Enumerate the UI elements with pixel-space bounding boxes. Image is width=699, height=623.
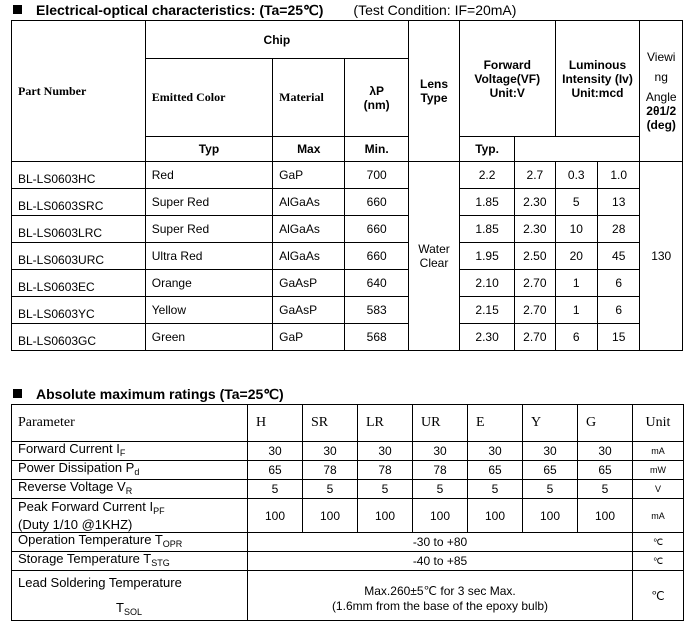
lead-symbol [18,600,247,617]
header-g: G [578,405,633,442]
cell-material: AlGaAs [273,189,345,216]
header-forward-voltage: Forward Voltage(VF) Unit:V [459,21,555,137]
wavelength-unit: (nm) [363,97,390,112]
cell-wavelength: 640 [345,270,409,297]
cell-color: Yellow [145,297,272,324]
header-wavelength [345,59,409,137]
table-row [12,243,683,270]
row-label [12,552,248,571]
cell-wavelength: 700 [345,162,409,189]
cell-iv-typ: 28 [597,216,639,243]
header-part-number: Part Number [12,21,146,162]
cell-value: 100 [358,499,413,533]
cell-value: 100 [468,499,523,533]
cell-value: 100 [248,499,303,533]
cell-color: Red [145,162,272,189]
label-sub: OPR [162,539,183,549]
cell-value: 78 [413,461,468,480]
cell-part: BL-LS0603SRC [12,189,146,216]
cell-vf-typ: 2.2 [459,162,514,189]
header-parameter: Parameter [12,405,248,442]
cell-wavelength: 660 [345,189,409,216]
cell-iv-typ: 6 [597,297,639,324]
cell-value: 30 [358,442,413,461]
cell-iv-typ: 6 [597,270,639,297]
bullet-icon [13,5,22,14]
table-row [12,499,684,533]
cell-value: 5 [468,480,523,499]
cell-iv-min: 1 [555,270,597,297]
table-row [12,571,684,621]
label-sub: R [125,486,133,496]
row-label [12,499,248,533]
cell-vf-typ: 2.15 [459,297,514,324]
cell-vf-typ: 1.95 [459,243,514,270]
cell-unit: V [633,480,684,499]
label-text: Operation Temperature T [18,532,163,547]
cell-iv-min: 5 [555,189,597,216]
header-e: E [468,405,523,442]
cell-unit: mW [633,461,684,480]
cell-color: Green [145,324,272,351]
table-row [12,480,684,499]
table-row [12,216,683,243]
cell-color: Orange [145,270,272,297]
header-luminous-intensity: Luminous Intensity (Iv) Unit:mcd [555,21,640,137]
header-iv-typ: Typ. [459,137,514,162]
cell-value [248,571,633,621]
label-sub: d [134,467,140,477]
section1-heading [13,2,516,19]
cell-value: -40 to +85 [248,552,633,571]
cell-value: 5 [303,480,358,499]
header-emitted-color: Emitted Color [145,59,272,137]
peak-label-line1 [18,500,247,518]
section1-title: Electrical-optical characteristics: (Ta=25℃) [36,2,324,18]
header-unit: Unit [633,405,684,442]
bullet-icon [13,389,22,398]
table-row [12,324,683,351]
cell-value: 65 [248,461,303,480]
cell-vf-max: 2.30 [515,189,555,216]
cell-part: BL-LS0603HC [12,162,146,189]
cell-vf-typ: 1.85 [459,216,514,243]
peak-label-line2: (Duty 1/10 @1KHZ) [18,516,133,532]
cell-value: 30 [248,442,303,461]
cell-color: Super Red [145,216,272,243]
cell-vf-max: 2.70 [515,297,555,324]
header-row [12,405,684,442]
cell-iv-typ: 13 [597,189,639,216]
viewing-label-4: 2θ1/2 [646,104,677,118]
label-sub: SOL [123,607,142,617]
cell-material: GaP [273,324,345,351]
label-text: Reverse Voltage V [18,479,126,494]
cell-part: BL-LS0603GC [12,324,146,351]
label-text: Forward Current I [18,441,120,456]
table-row [12,533,684,552]
cell-value: 30 [578,442,633,461]
absolute-max-ratings-table [11,404,684,621]
table-row [12,297,683,324]
cell-value: 100 [413,499,468,533]
cell-value: 65 [578,461,633,480]
table-row [12,552,684,571]
cell-iv-min: 1 [555,297,597,324]
cell-iv-typ: 15 [597,324,639,351]
cell-iv-min: 0.3 [555,162,597,189]
cell-value: -30 to +80 [248,533,633,552]
header-vf-typ: Typ [145,137,272,162]
viewing-label-1: Viewi [646,50,676,64]
electrical-optical-table [11,20,683,351]
cell-value: 30 [468,442,523,461]
cell-value: 5 [578,480,633,499]
row-label [12,461,248,480]
header-y: Y [523,405,578,442]
cell-vf-max: 2.30 [515,216,555,243]
cell-color: Super Red [145,189,272,216]
cell-value: 5 [523,480,578,499]
cell-material: GaP [273,162,345,189]
cell-material: AlGaAs [273,243,345,270]
label-text: Power Dissipation P [18,460,135,475]
cell-iv-min: 20 [555,243,597,270]
cell-unit: ℃ [633,533,684,552]
cell-value: 100 [303,499,358,533]
cell-unit: ℃ [633,552,684,571]
header-viewing-angle [640,21,683,162]
cell-wavelength: 568 [345,324,409,351]
header-sr: SR [303,405,358,442]
cell-color: Ultra Red [145,243,272,270]
cell-value: 30 [413,442,468,461]
cell-value: 100 [523,499,578,533]
cell-vf-typ: 2.10 [459,270,514,297]
header-material: Material [273,59,345,137]
cell-unit: mA [633,499,684,533]
cell-vf-max: 2.70 [515,270,555,297]
cell-material: AlGaAs [273,216,345,243]
section2-title: Absolute maximum ratings (Ta=25℃) [36,386,284,402]
cell-value: 5 [248,480,303,499]
table-row [12,162,683,189]
cell-unit: ℃ [633,571,684,621]
table-row [12,442,684,461]
cell-value: 65 [523,461,578,480]
row-label [12,442,248,461]
header-lr: LR [358,405,413,442]
row-label [12,571,248,621]
cell-vf-max: 2.50 [515,243,555,270]
cell-lens-value: Water Clear [409,162,460,351]
label-text: Peak Forward Current I [18,498,154,514]
label-sub: STG [151,558,170,568]
viewing-label-2: ng [654,70,668,84]
lead-label: Lead Soldering Temperature [18,575,182,590]
header-iv-min: Min. [345,137,409,162]
wavelength-symbol: λP [369,83,385,98]
row-label [12,480,248,499]
cell-vf-typ: 2.30 [459,324,514,351]
viewing-label-3: Angle [645,90,677,104]
cell-value: 30 [303,442,358,461]
cell-angle-value: 130 [640,162,683,351]
table-row [12,461,684,480]
header-vf-max: Max [273,137,345,162]
label-sub: F [119,448,126,458]
cell-value: 5 [413,480,468,499]
lead-value-line2: (1.6mm from the base of the epoxy bulb) [331,598,549,613]
lead-value-line1: Max.260±5℃ for 3 sec Max. [364,583,516,598]
cell-value: 78 [358,461,413,480]
cell-value: 78 [303,461,358,480]
cell-part: BL-LS0603EC [12,270,146,297]
label-text: T [116,600,124,615]
cell-value: 5 [358,480,413,499]
cell-iv-min: 6 [555,324,597,351]
cell-value: 65 [468,461,523,480]
cell-wavelength: 660 [345,243,409,270]
cell-part: BL-LS0603YC [12,297,146,324]
cell-iv-typ: 1.0 [597,162,639,189]
cell-vf-typ: 1.85 [459,189,514,216]
table-row [12,189,683,216]
header-lens-type: Lens Type [409,21,460,162]
label-sub: PF [153,505,165,516]
header-chip: Chip [145,21,408,59]
cell-part: BL-LS0603URC [12,243,146,270]
row-label [12,533,248,552]
section2-heading [13,386,284,403]
cell-wavelength: 660 [345,216,409,243]
cell-iv-min: 10 [555,216,597,243]
header-h: H [248,405,303,442]
table-row [12,270,683,297]
cell-iv-typ: 45 [597,243,639,270]
header-ur: UR [413,405,468,442]
cell-value: 30 [523,442,578,461]
test-condition: (Test Condition: IF=20mA) [353,2,517,18]
cell-part: BL-LS0603LRC [12,216,146,243]
cell-material: GaAsP [273,297,345,324]
cell-vf-max: 2.70 [515,324,555,351]
cell-wavelength: 583 [345,297,409,324]
viewing-label-5: (deg) [646,118,676,132]
cell-vf-max: 2.7 [515,162,555,189]
label-text: Storage Temperature T [18,551,152,566]
cell-value: 100 [578,499,633,533]
cell-unit: mA [633,442,684,461]
cell-material: GaAsP [273,270,345,297]
